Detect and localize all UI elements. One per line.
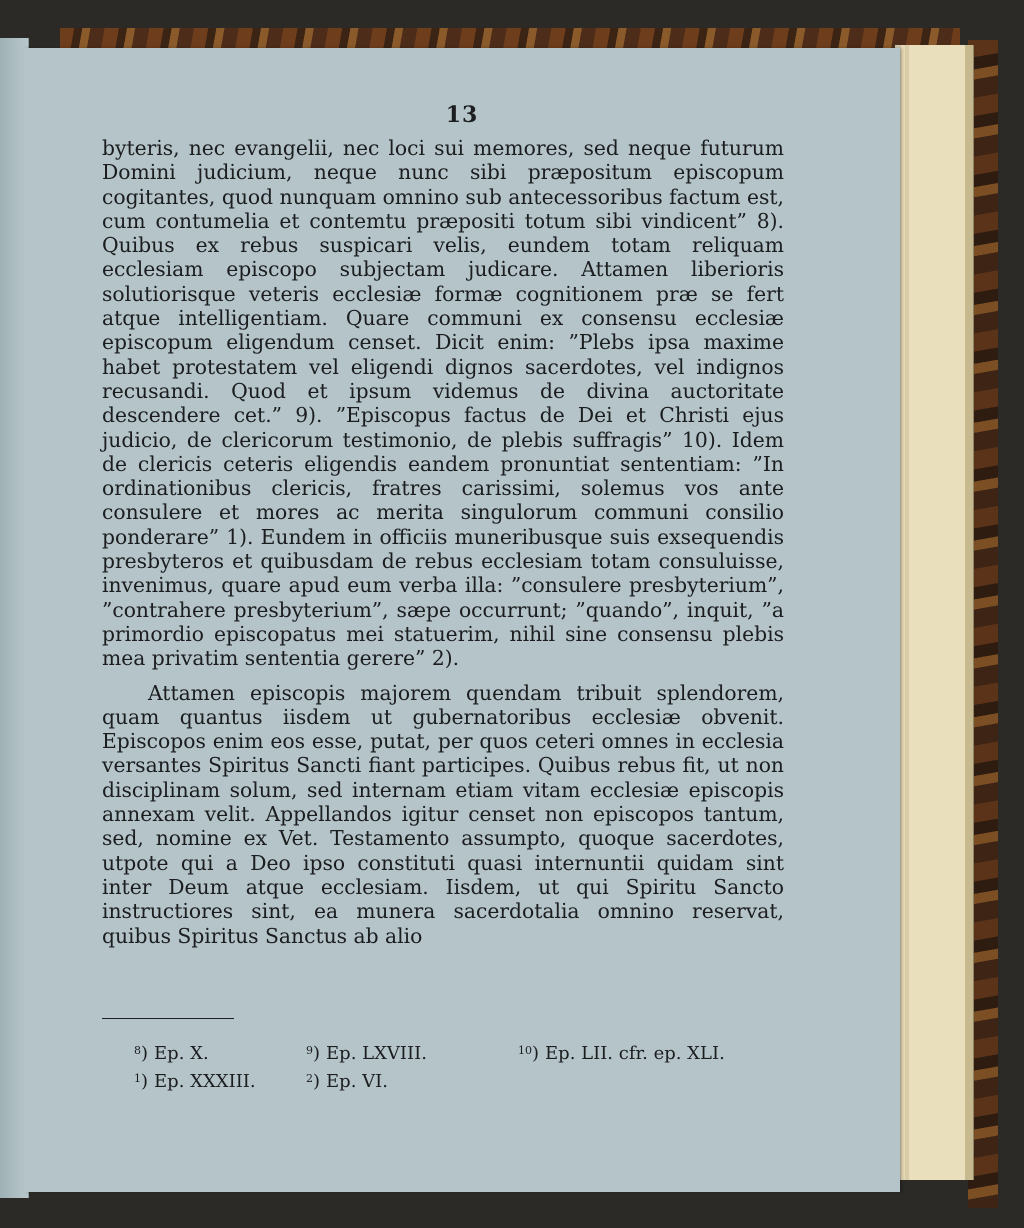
footnote-rule <box>102 1018 234 1019</box>
body-text <box>102 136 784 948</box>
book-cover-top-edge <box>60 28 960 50</box>
page-number: 13 <box>445 102 479 128</box>
footnote-9: $^9$) Ep. LXVIII. <box>306 1043 427 1064</box>
footnote-2: $^2$) Ep. VI. <box>306 1071 388 1092</box>
footnote-1: $^1$) Ep. XXXIII. <box>134 1071 256 1092</box>
book-page <box>24 48 900 1192</box>
page-stack-edges <box>895 45 974 1180</box>
paragraph-1: byteris, nec evangelii, nec loci sui memores, sed neque futurum Domini judicium, neque nunc sibi præpositum episcopum cogitantes, quod nunquam omnino sub antecessoribus factum est, cum contumelia et contemtu præpositi totum sibi vindicent” 8). Quibus ex rebus suspicari velis, eundem totam reliquam ecclesiam episcopo subjectam judicare. Attamen liberioris solutiorisque veteris ecclesiæ formæ cognitionem præ se fert atque intelligentiam. Quare communi ex consensu ecclesiæ episcopum eligendum censet. Dicit enim: ”Plebs ipsa maxime habet protestatem vel eligendi dignos sacerdotes, vel indignos recusandi. Quod et ipsum videmus de divina auctoritate descendere cet.” 9). ”Episcopus factus de Dei et Christi ejus judicio, de clericorum testimonio, de plebis suffragis” 10). Idem de clericis ceteris eligendis eandem pronuntiat sententiam: ”In ordinationibus clericis, fratres carissimi, solemus vos ante consulere et mores ac merita singulorum communi consilio ponderare” 1). Eundem in officiis muneribusque suis exsequendis presbyteros et quibusdam de rebus ecclesiam totam consuluisse, invenimus, quare apud eum verba illa: ”consulere presbyterium”, ”contrahere presbyterium”, sæpe occurrunt; ”quando”, inquit, ”a primordio episcopatus mei statuerim, nihil sine consensu plebis mea privatim sententia gerere” 2). <box>102 136 784 671</box>
footnote-10: $^{10}$) Ep. LII. cfr. ep. XLI. <box>518 1043 725 1064</box>
footnote-8: $^8$) Ep. X. <box>134 1043 209 1064</box>
paragraph-2: Attamen episcopis majorem quendam tribuit splendorem, quam quantus iisdem ut gubernatoribus ecclesiæ obvenit. Episcopos enim eos esse, putat, per quos ceteri omnes in ecclesia versantes Spiritus Sancti fiant participes. Quibus rebus fit, ut non disciplinam solum, sed internam etiam vitam ecclesiæ episcopis annexam velit. Appellandos igitur censet non episcopos tantum, sed, nomine ex Vet. Testamento assumpto, quoque sacerdotes, utpote qui a Deo ipso constituti quasi internuntii quidam sint inter Deum atque ecclesiam. Iisdem, ut qui Spiritu Sancto instructiores sint, ea munera sacerdotalia omnino reservat, quibus Spiritus Sanctus ab alio <box>102 680 784 948</box>
